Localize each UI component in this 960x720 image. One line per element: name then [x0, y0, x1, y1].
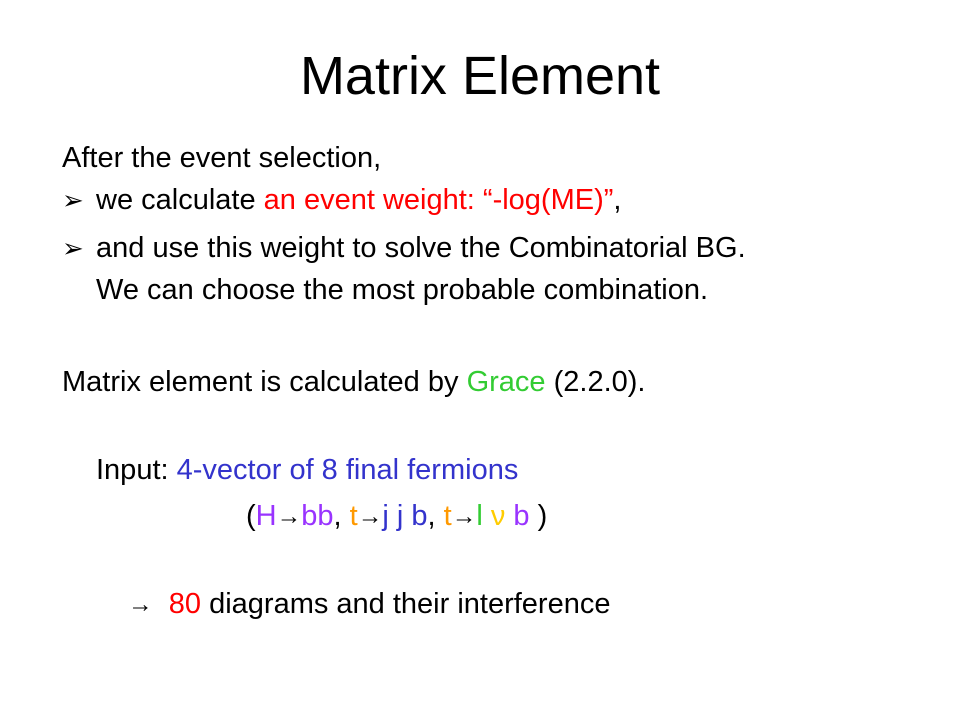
bullet2-continuation [96, 270, 708, 310]
result-text: diagrams and their interference [201, 588, 611, 620]
bullet1-highlight: an event weight: “-log(ME)” [263, 184, 614, 216]
decay-sep1: , [333, 500, 350, 532]
bullet-item-combinatorial [62, 228, 746, 268]
input-label: Input: [96, 454, 177, 486]
grace-program-name: Grace [466, 366, 546, 398]
slide-title: Matrix Element [299, 46, 661, 106]
decay-neutrino: ν [490, 500, 506, 532]
decay-sep2: , [427, 500, 444, 532]
input-line [96, 450, 518, 490]
decay-line [246, 496, 547, 538]
decay-close: ) [529, 500, 548, 532]
grace-line [62, 362, 645, 402]
input-value: 4-vector of 8 final fermions [176, 454, 519, 486]
bullet2-text: and use this weight to solve the Combinatorial BG. [96, 232, 746, 264]
intro-text: After the event selection, [62, 142, 382, 174]
decay-open: ( [246, 500, 256, 532]
grace-version: (2.2.0). [545, 366, 646, 398]
right-arrow-icon: → [128, 591, 153, 618]
decay-lepton: l [476, 500, 483, 532]
arrow-bullet-icon: ➢ [62, 185, 84, 215]
bullet2-continuation-text: We can choose the most probable combination. [96, 274, 709, 306]
result-line [128, 584, 610, 626]
decay-top1: t [349, 500, 358, 532]
bullet1-prefix: we calculate [96, 184, 264, 216]
right-arrow-icon: → [357, 503, 383, 530]
bullet1-suffix: , [613, 184, 622, 216]
diagram-count: 80 [168, 588, 202, 620]
decay-top2: t [443, 500, 452, 532]
right-arrow-icon: → [451, 503, 477, 530]
decay-top1-products: j j b [382, 500, 428, 532]
intro-line [62, 138, 381, 178]
decay-higgs: H [255, 500, 277, 532]
right-arrow-icon: → [276, 503, 302, 530]
decay-bquark: b [513, 500, 530, 532]
grace-prefix: Matrix element is calculated by [62, 366, 467, 398]
decay-higgs-products: bb [301, 500, 334, 532]
bullet-item-event-weight [62, 180, 621, 220]
arrow-bullet-icon: ➢ [62, 233, 84, 263]
